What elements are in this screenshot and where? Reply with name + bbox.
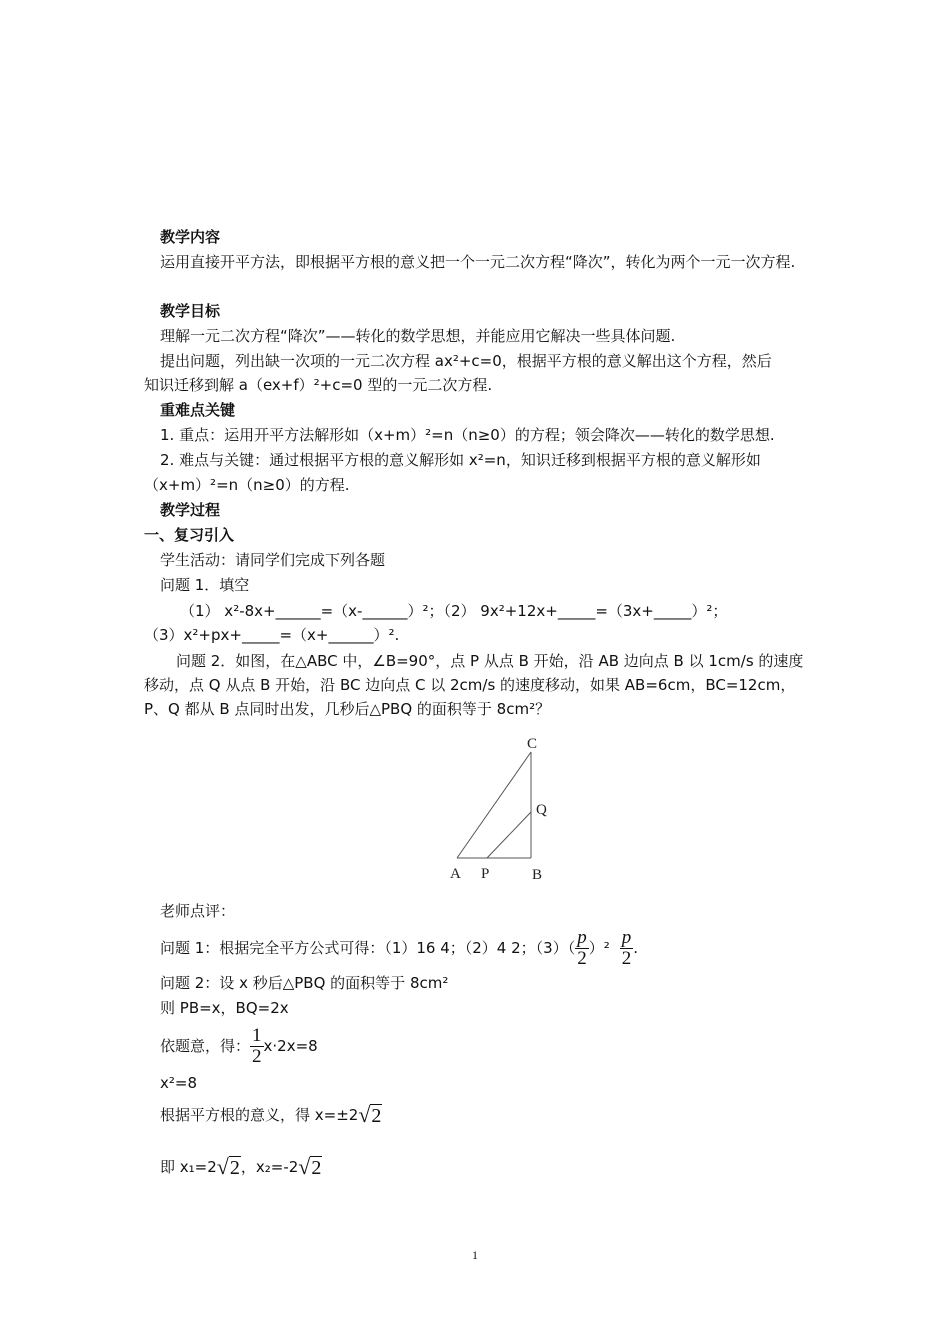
segment-pq — [487, 812, 531, 858]
question-1-line-1: （1） x²-8x+______=（x-______）²；（2） 9x²+12x+_____=（3x+_____）²； — [180, 602, 728, 620]
key-2b: （x+m）²=n（n≥0）的方程. — [144, 476, 350, 494]
goal-heading: 教学目标 — [160, 302, 221, 320]
label-b: B — [532, 867, 543, 883]
answer-2-line-6-b: ，x₂=-2 — [240, 1158, 299, 1176]
key-2a: 2. 难点与关键：通过根据平方根的意义解形如 x²=n，知识迁移到根据平方根的意义解形如 — [160, 451, 761, 469]
fraction-denominator: 2 — [621, 947, 632, 969]
goal-1: 理解一元二次方程“降次”——转化的数学思想，并能应用它解决一些具体问题. — [160, 327, 676, 345]
triangle-figure — [420, 728, 580, 893]
answer-2-line-6-a: 即 x₁=2 — [160, 1158, 217, 1176]
goal-2a: 提出问题，列出缺一次项的一元二次方程 ax²+c=0，根据平方根的意义解出这个方程，然后 — [160, 352, 772, 370]
answer-1 — [160, 925, 638, 971]
label-q: Q — [536, 802, 547, 818]
fraction-one-half — [250, 1026, 264, 1067]
fraction-numerator: p — [577, 926, 587, 948]
fraction-denominator: 2 — [577, 947, 587, 969]
question-2-text: 问题 2．如图，在△ABC 中，∠B=90°，点 P 从点 B 开始，沿 AB 边向点 B 以 1cm/s 的速度移动，点 Q 从点 B 开始，沿 BC 边向点 C 以 2cm/s 的速度移动，如果 AB=6cm，BC=12cm，P、Q 都从 B 点同时出发，几秒后△PBQ 的面积等于 8cm²？ — [144, 652, 804, 718]
label-a: A — [450, 866, 461, 882]
label-p: P — [481, 866, 490, 882]
question-1-line-2: （3）x²+px+_____=（x+______）². — [144, 626, 400, 644]
answer-1-prefix: 问题 1：根据完全平方公式可得：（1）16 4；（2）4 2；（3）（ — [160, 939, 576, 957]
side-ac — [457, 752, 531, 858]
answer-2-line-1: 问题 2：设 x 秒后△PBQ 的面积等于 8cm² — [160, 974, 449, 992]
page-number: 1 — [472, 1248, 478, 1262]
content-text: 运用直接开平方法，即根据平方根的意义把一个一元二次方程“降次”，转化为两个一元一次方程. — [160, 253, 796, 271]
sqrt-argument: 2 — [311, 1156, 322, 1179]
content-heading: 教学内容 — [160, 228, 221, 246]
answer-2-line-4: x²=8 — [160, 1074, 198, 1092]
review-heading: 一、复习引入 — [144, 526, 235, 544]
answer-2-line-5 — [160, 1098, 382, 1132]
sqrt-two: √2 — [358, 1101, 382, 1127]
fraction-numerator: p — [621, 926, 632, 948]
sqrt-two: √2 — [298, 1153, 322, 1179]
answer-1-end: . — [633, 939, 638, 957]
sqrt-argument: 2 — [229, 1156, 240, 1179]
answer-2-line-3-prefix: 依题意，得： — [160, 1037, 251, 1055]
answer-2-line-2: 则 PB=x，BQ=2x — [160, 999, 289, 1017]
answer-2-line-5-prefix: 根据平方根的意义，得 x=±2 — [160, 1106, 359, 1124]
sqrt-argument: 2 — [371, 1104, 382, 1127]
answer-2-line-6 — [160, 1150, 322, 1184]
student-activity: 学生活动：请同学们完成下列各题 — [160, 551, 386, 569]
question-1-label: 问题 1．填空 — [160, 576, 250, 594]
teacher-comment: 老师点评： — [160, 902, 236, 920]
fraction-numerator: 1 — [252, 1024, 262, 1046]
sqrt-two: √2 — [216, 1153, 240, 1179]
key-heading: 重难点关键 — [160, 401, 236, 419]
goal-2b: 知识迁移到解 a（ex+f）²+c=0 型的一元二次方程. — [144, 376, 493, 394]
fraction-denominator: 2 — [252, 1045, 262, 1067]
answer-2-line-3-suffix: x·2x=8 — [263, 1037, 318, 1055]
label-c: C — [527, 736, 538, 752]
fraction-p-over-2 — [575, 928, 589, 969]
key-1: 1. 重点：运用开平方法解形如（x+m）²=n（n≥0）的方程；领会降次——转化的数学思想. — [160, 426, 775, 444]
answer-1-mid: ）² — [588, 939, 610, 957]
fraction-p-over-2-second — [620, 928, 634, 969]
process-heading: 教学过程 — [160, 501, 221, 519]
answer-2-line-3 — [160, 1023, 318, 1069]
